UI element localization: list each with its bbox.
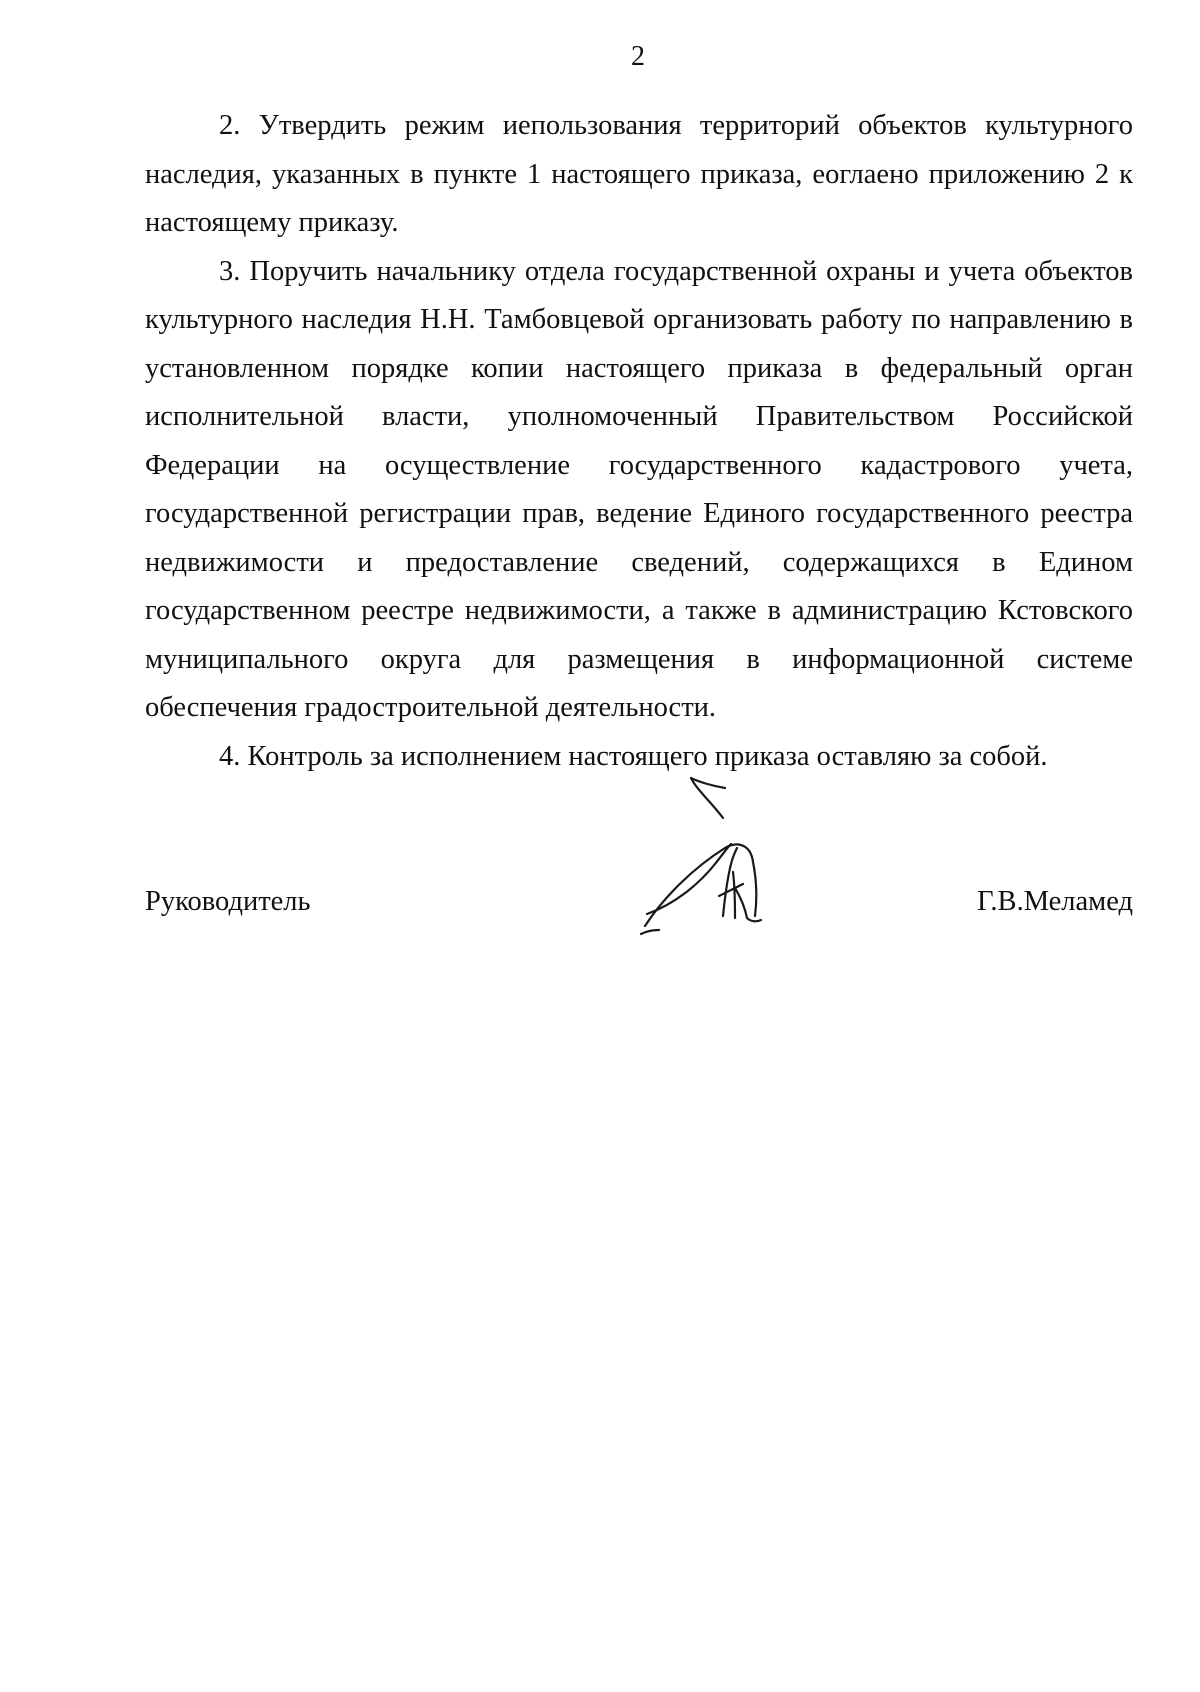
signer-title: Руководитель bbox=[145, 886, 311, 917]
signer-name: Г.В.Меламед bbox=[977, 886, 1133, 917]
paragraph-2: 2. Утвердить режим иепользования территорий объектов культурного наследия, указанных в пункте 1 настоящего приказа, еоглаено приложению 2 к настоящему приказу. bbox=[145, 110, 1133, 238]
paragraph-4: 4. Контроль за исполнением настоящего приказа оставляю за собой. bbox=[219, 740, 1048, 772]
page-number: 2 bbox=[631, 41, 645, 72]
document-body bbox=[145, 102, 1133, 781]
paragraph-3: 3. Поручить начальнику отдела государственной охраны и учета объектов культурного наследия Н.Н. Тамбовцевой организовать работу по направлению в установленном порядке копии настоящего приказа в федеральный орган исполнительной власти, уполномоченный Правительством Российской Федерации на осуществление государственного кадастрового учета, государственной регистрации прав, ведение Единого государственного реестра недвижимости и предоставление сведений, содержащихся в Едином государственном реестре недвижимости, а также в администрацию Кстовского муниципального округа для размещения в информационной системе обеспечения градостроительной деятельности. bbox=[145, 255, 1133, 723]
handwritten-signature bbox=[635, 776, 785, 946]
